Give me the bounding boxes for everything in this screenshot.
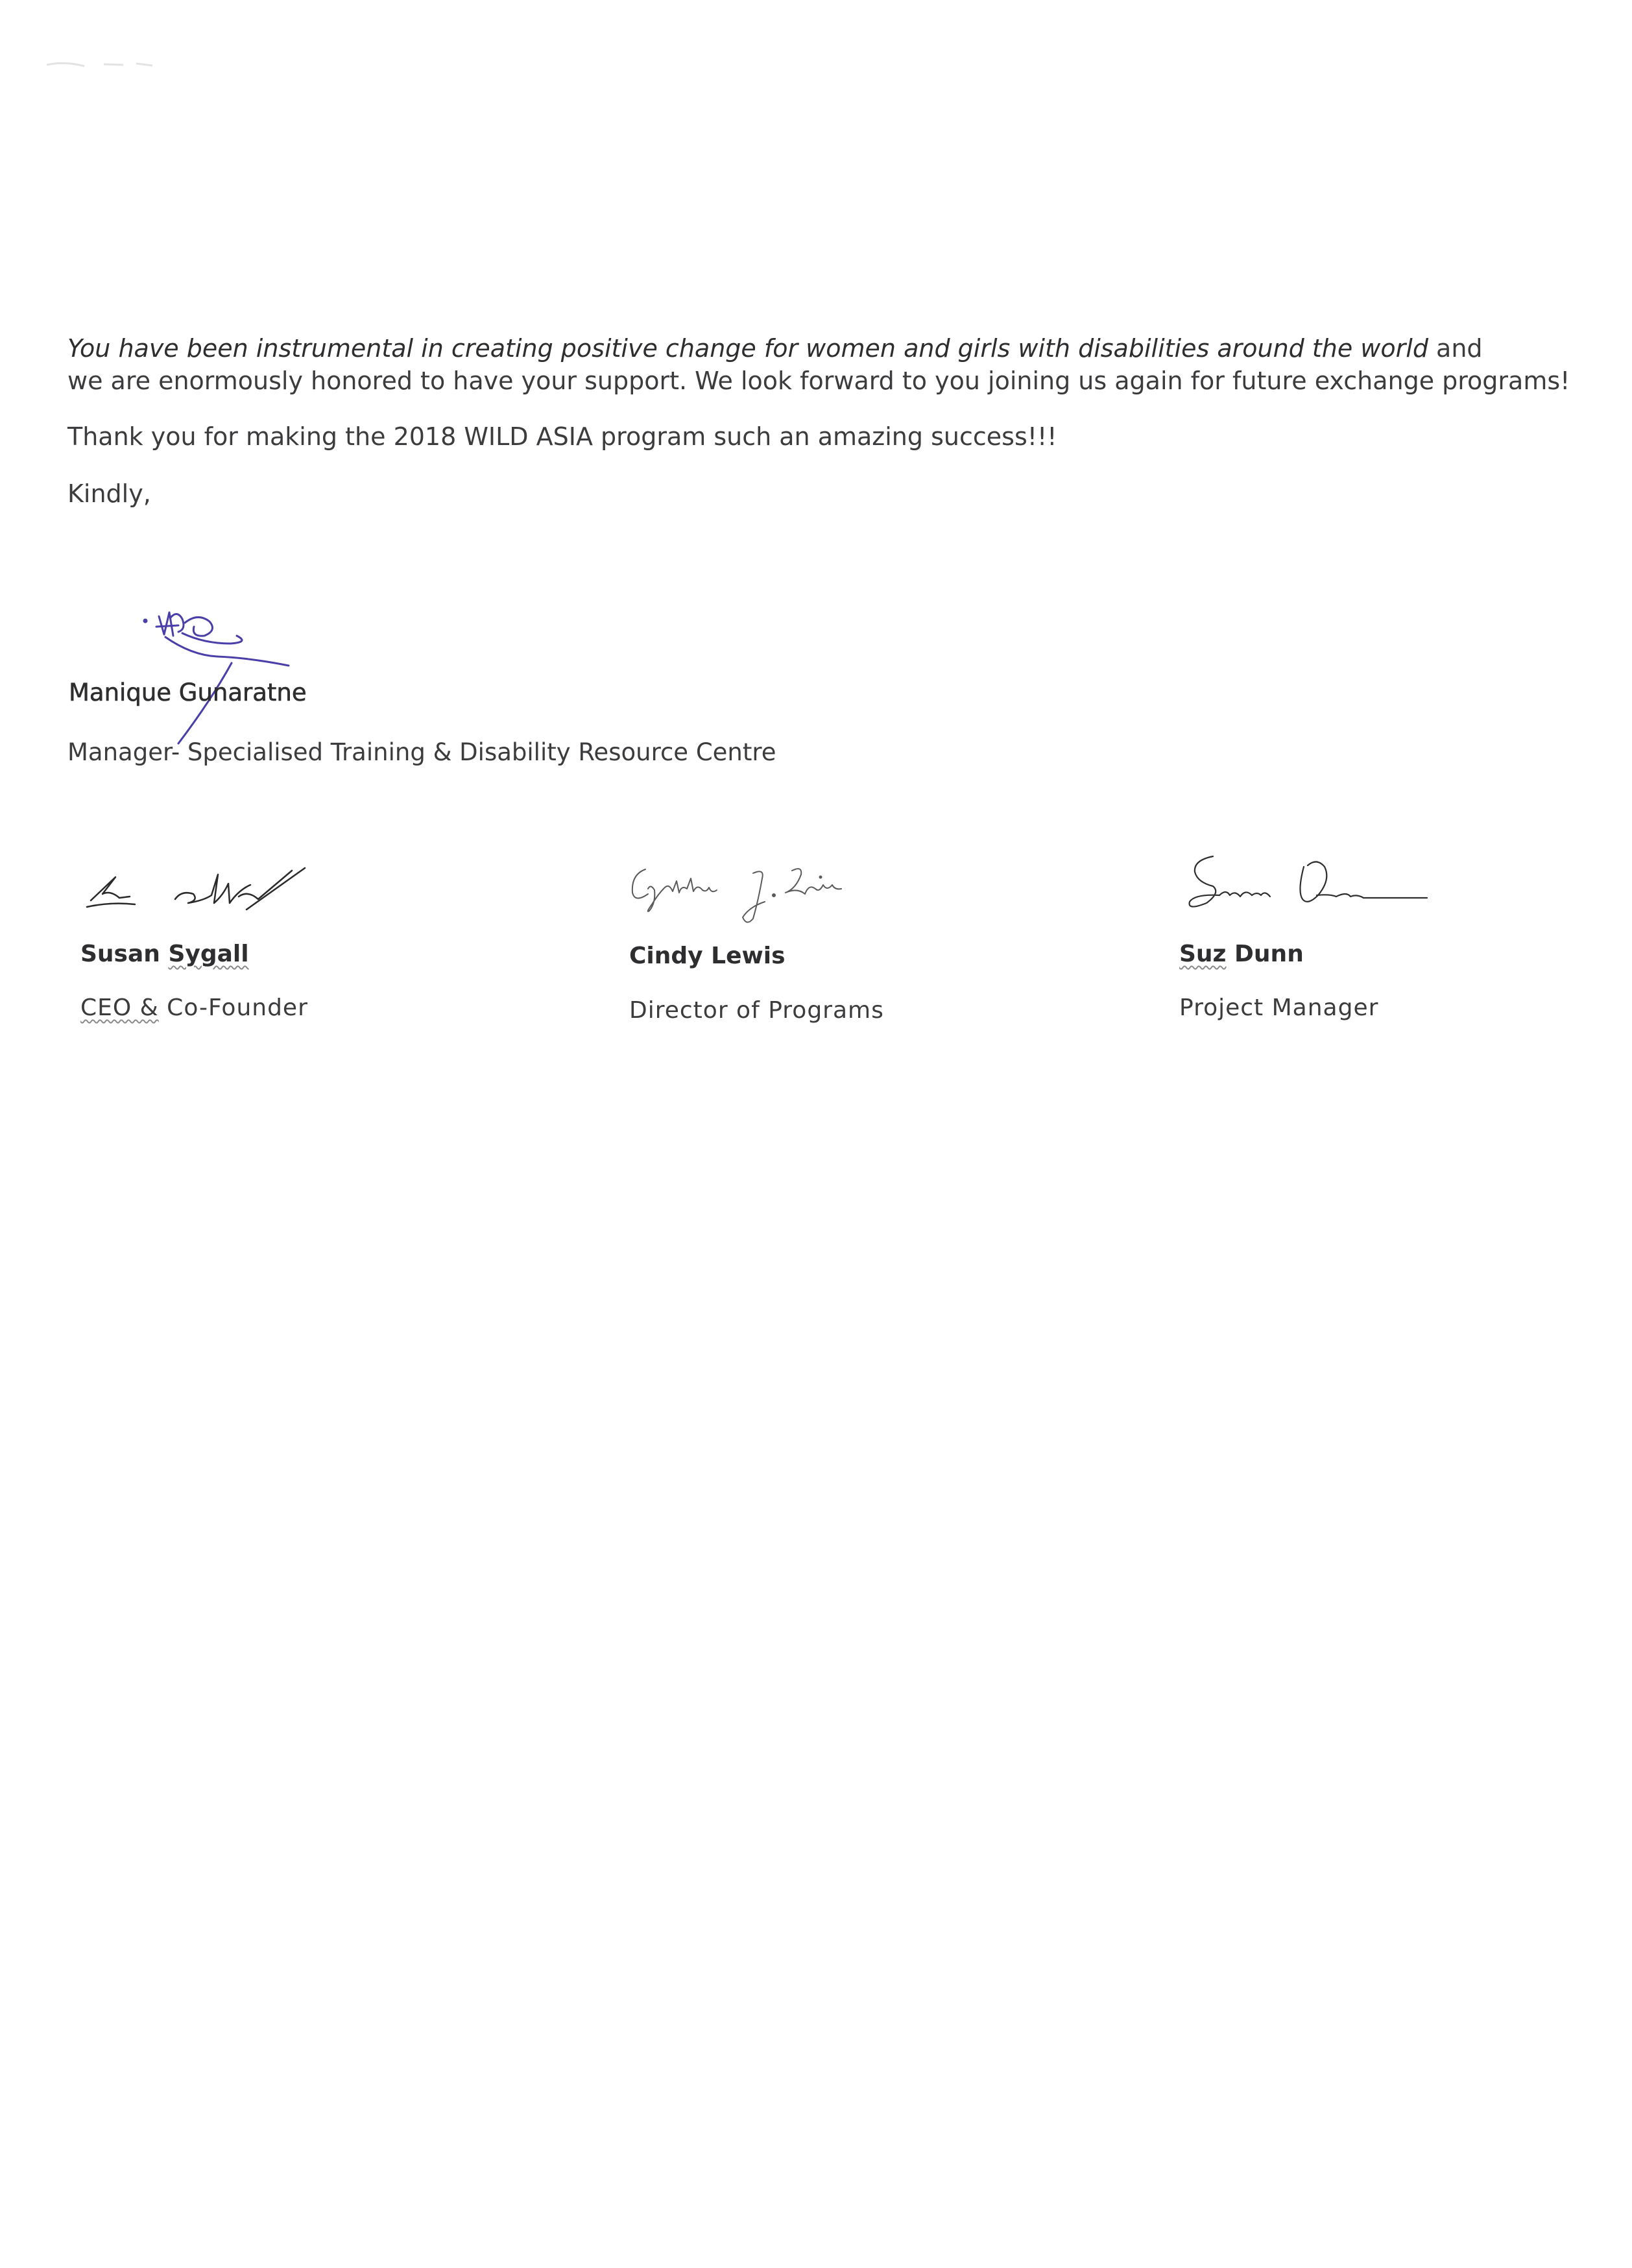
- suz-signature: [1181, 843, 1440, 928]
- cindy-name: Cindy Lewis: [629, 943, 786, 969]
- emphasized-text: You have been instrumental in creating positive change for women and girls with disabilities around the world: [67, 334, 1428, 363]
- closing-salutation: Kindly,: [67, 479, 151, 508]
- suz-first-name: Suz: [1179, 941, 1227, 967]
- manique-name: Manique Gunaratne: [69, 679, 307, 706]
- suz-title: Project Manager: [1179, 995, 1379, 1021]
- susan-signature-image: [84, 855, 331, 926]
- paragraph-gratitude-line-1: [67, 332, 1570, 365]
- cindy-signature-image: [626, 855, 872, 933]
- cindy-signature: [626, 855, 872, 933]
- susan-first-name: Susan: [80, 941, 169, 967]
- susan-last-name: Sygall: [168, 941, 249, 967]
- paragraph-gratitude: [67, 332, 1570, 397]
- suz-signature-image: [1181, 843, 1440, 928]
- manique-title: Manager- Specialised Training & Disability Resource Centre: [67, 738, 776, 766]
- susan-name: [80, 941, 249, 967]
- cindy-title: Director of Programs: [629, 997, 884, 1024]
- emphasis-trailing-text: and: [1428, 334, 1483, 363]
- paragraph-thanks: Thank you for making the 2018 WILD ASIA program such an amazing success!!!: [67, 422, 1057, 451]
- susan-title-rest: Co-Founder: [158, 995, 308, 1021]
- susan-signature: [84, 855, 331, 926]
- paragraph-gratitude-line-2: we are enormously honored to have your support. We look forward to you joining us again for future exchange programs!: [67, 367, 1570, 395]
- susan-title-ceo: CEO &: [80, 995, 159, 1021]
- susan-title: [80, 995, 308, 1021]
- scan-smudge: [45, 58, 156, 71]
- suz-name: [1179, 941, 1304, 967]
- suz-last-name: Dunn: [1226, 941, 1304, 967]
